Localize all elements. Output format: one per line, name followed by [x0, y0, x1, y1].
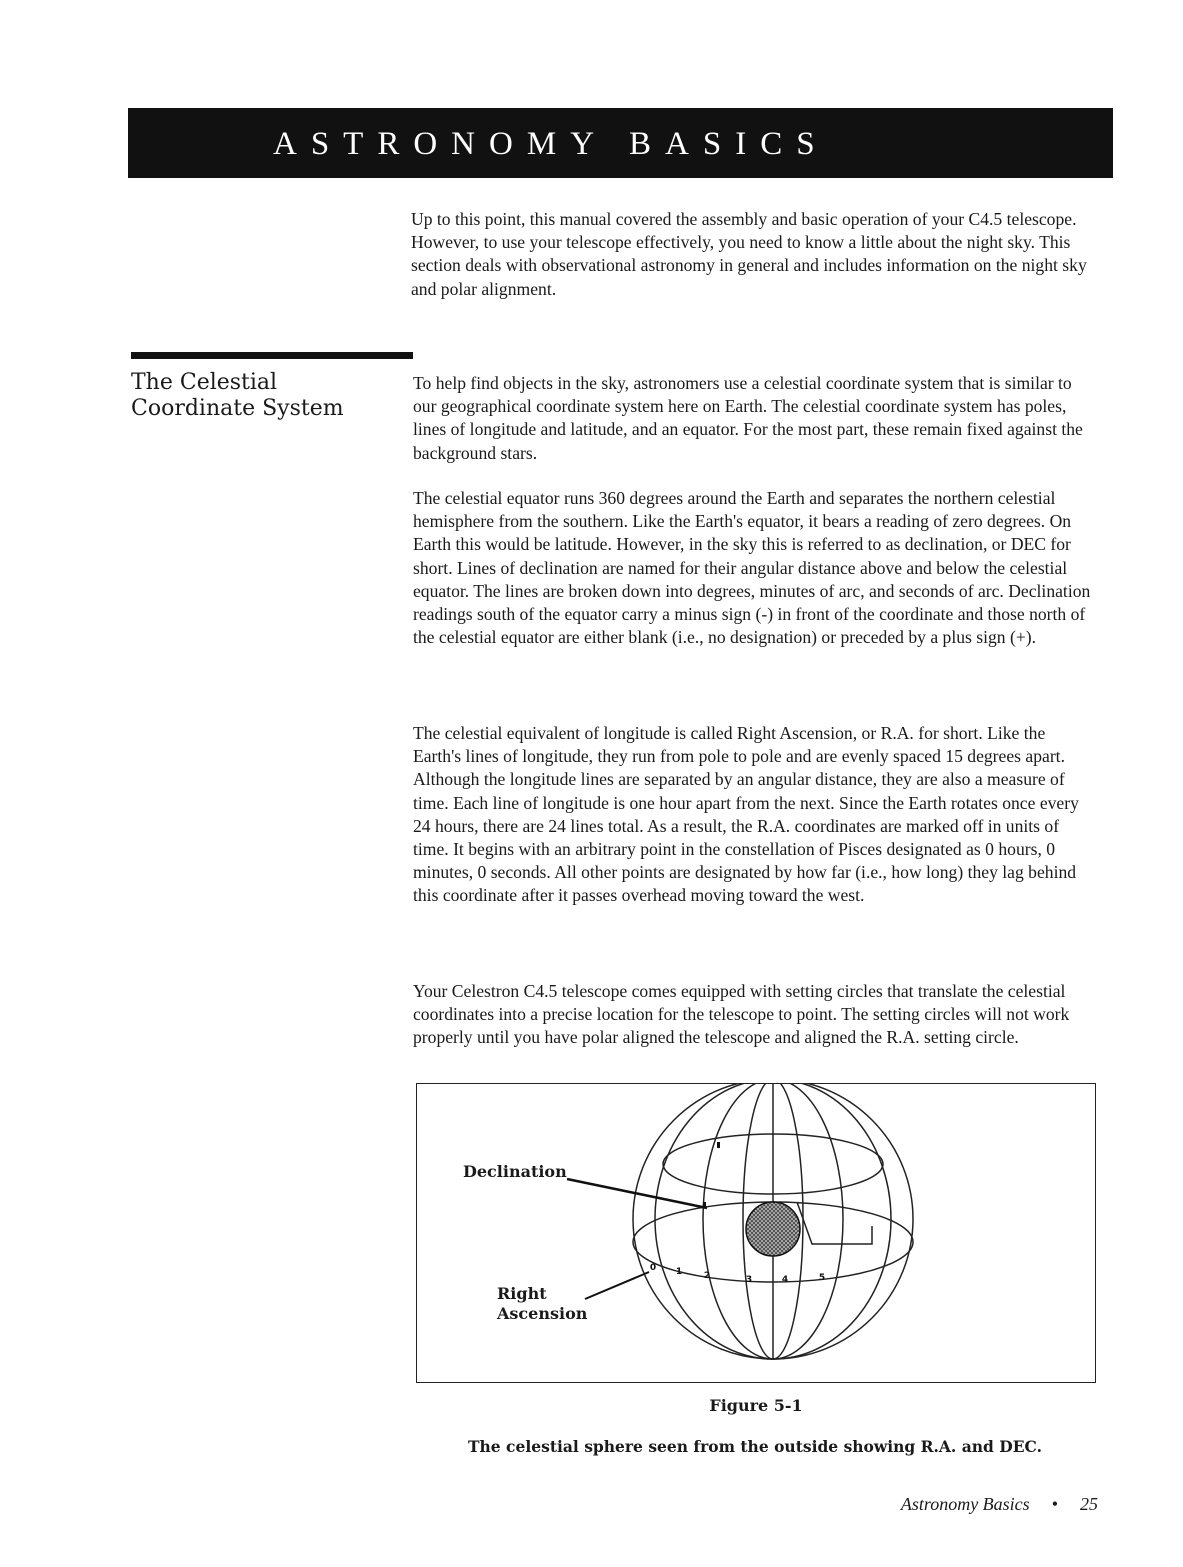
- body-paragraph-2: The celestial equator runs 360 degrees around the Earth and separates the northern celestial hemisphere from the southern. Like the Earth's equator, it bears a reading of zero degrees. On Earth this would be latitude. However, in the sky this is referred to as declination, or DEC for short. Lines of declination are named for their angular distance above and below the celestial equator. The lines are broken down into degrees, minutes of arc, and seconds of arc. Declination readings south of the equator carry a minus sign (-) in front of the coordinate and those north of the celestial equator are either blank (i.e., no designation) or preceded by a plus sign (+).: [413, 488, 1091, 648]
- intro-paragraph: Up to this point, this manual covered the assembly and basic operation of your C4.5 telescope. However, to use your telescope effectively, you need to know a little about the night sky. This section deals with observational astronomy in general and includes information on the night sky and polar alignment.: [411, 209, 1087, 299]
- declination-label: Declination: [463, 1162, 567, 1181]
- celestial-sphere-diagram: [417, 1084, 1097, 1384]
- banner-title: ASTRONOMY BASICS: [273, 126, 829, 162]
- ra-tick-label: 4: [781, 1275, 789, 1285]
- ra-tick-label: 2: [703, 1271, 711, 1281]
- body-paragraph-3: The celestial equivalent of longitude is called Right Ascension, or R.A. for short. Like the Earth's lines of longitude, they run from pole to pole and are evenly spaced 15 degrees apart. Although the longitude lines are separated by an angular distance, they are also a measure of time. Each line of longitude is one hour apart from the next. Since the Earth rotates once every 24 hours, there are 24 lines total. As a result, the R.A. coordinates are marked off in units of time. It begins with an arbitrary point in the constellation of Pisces designated as 0 hours, 0 minutes, 0 seconds. All other points are designated by how far (i.e., how long) they lag behind this coordinate after it passes overhead moving toward the west.: [413, 723, 1079, 906]
- dec-tick-mark: [703, 1202, 706, 1208]
- ra-tick-label: 3: [745, 1275, 753, 1285]
- ra-tick-label: 5: [818, 1273, 826, 1283]
- page-footer: [901, 1494, 1098, 1515]
- ra-tick-label: 1: [675, 1267, 683, 1277]
- right-ascension-label: Right Ascension: [497, 1284, 588, 1323]
- figure-celestial-sphere: [416, 1083, 1096, 1383]
- section-banner: [128, 108, 1113, 178]
- figure-caption: The celestial sphere seen from the outside showing R.A. and DEC.: [467, 1437, 1042, 1456]
- figure-title: Figure 5-1: [709, 1396, 803, 1415]
- earth: [746, 1202, 800, 1256]
- body-paragraph-1: To help find objects in the sky, astronomers use a celestial coordinate system that is similar to our geographical coordinate system here on Earth. The celestial coordinate system has poles, lines of longitude and latitude, and an equator. For the most part, these remain fixed against the background stars.: [413, 373, 1083, 463]
- ra-tick-label: 0: [649, 1263, 657, 1273]
- section-rule: [131, 352, 413, 359]
- section-heading: The Celestial Coordinate System: [131, 370, 344, 421]
- footer-section-name: Astronomy Basics: [900, 1494, 1030, 1514]
- angle-bracket: [797, 1202, 872, 1244]
- dec-tick-mark: [717, 1142, 720, 1148]
- footer-bullet: •: [1051, 1494, 1058, 1514]
- body-paragraph-4: Your Celestron C4.5 telescope comes equipped with setting circles that translate the celestial coordinates into a precise location for the telescope to point. The setting circles will not work properly until you have polar aligned the telescope and aligned the R.A. setting circle.: [413, 981, 1070, 1048]
- page-number: 25: [1080, 1494, 1098, 1514]
